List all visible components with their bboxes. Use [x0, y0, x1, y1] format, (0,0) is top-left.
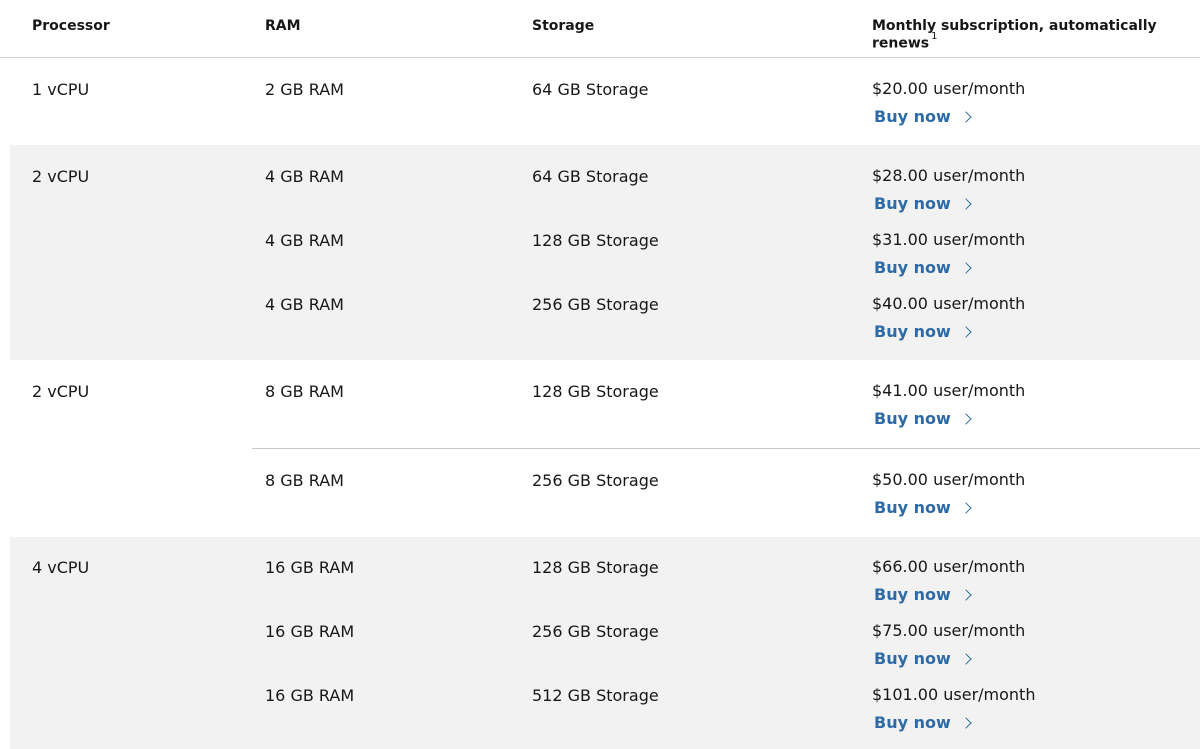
- table-header: [0, 0, 1200, 58]
- storage-cell: 64 GB Storage: [532, 80, 649, 99]
- storage-cell: 128 GB Storage: [532, 558, 659, 577]
- chevron-right-icon: [960, 198, 971, 209]
- storage-cell: 128 GB Storage: [532, 382, 659, 401]
- buy-now-link[interactable]: [874, 649, 970, 668]
- buy-now-label: Buy now: [874, 585, 951, 604]
- chevron-right-icon: [960, 589, 971, 600]
- processor-cell: 4 vCPU: [32, 558, 90, 577]
- buy-now-label: Buy now: [874, 258, 951, 277]
- chevron-right-icon: [960, 653, 971, 664]
- footnote-marker[interactable]: 1: [931, 31, 938, 42]
- price-cell: $41.00 user/month: [872, 381, 1026, 400]
- ram-cell: 2 GB RAM: [265, 80, 344, 99]
- processor-cell: 1 vCPU: [32, 80, 90, 99]
- price-cell: $28.00 user/month: [872, 166, 1026, 185]
- price-cell: $50.00 user/month: [872, 470, 1026, 489]
- buy-now-label: Buy now: [874, 322, 951, 341]
- row-divider: [252, 448, 1200, 449]
- header-price-label: Monthly subscription, automatically renews: [872, 18, 1157, 52]
- ram-cell: 8 GB RAM: [265, 471, 344, 490]
- buy-now-link[interactable]: [874, 194, 970, 213]
- buy-now-link[interactable]: [874, 322, 970, 341]
- header-ram: RAM: [265, 18, 301, 34]
- storage-cell: 256 GB Storage: [532, 295, 659, 314]
- storage-cell: 64 GB Storage: [532, 167, 649, 186]
- ram-cell: 16 GB RAM: [265, 558, 355, 577]
- price-cell: $75.00 user/month: [872, 621, 1026, 640]
- storage-cell: 512 GB Storage: [532, 686, 659, 705]
- processor-cell: 2 vCPU: [32, 382, 90, 401]
- ram-cell: 4 GB RAM: [265, 295, 344, 314]
- storage-cell: 256 GB Storage: [532, 471, 659, 490]
- buy-now-label: Buy now: [874, 107, 951, 126]
- chevron-right-icon: [960, 262, 971, 273]
- chevron-right-icon: [960, 502, 971, 513]
- buy-now-link[interactable]: [874, 107, 970, 126]
- group-1-vcpu: [10, 58, 1200, 145]
- price-cell: $66.00 user/month: [872, 557, 1026, 576]
- chevron-right-icon: [960, 717, 971, 728]
- chevron-right-icon: [960, 111, 971, 122]
- buy-now-link[interactable]: [874, 258, 970, 277]
- buy-now-link[interactable]: [874, 713, 970, 732]
- ram-cell: 4 GB RAM: [265, 167, 344, 186]
- buy-now-label: Buy now: [874, 498, 951, 517]
- chevron-right-icon: [960, 413, 971, 424]
- ram-cell: 16 GB RAM: [265, 686, 355, 705]
- price-cell: $40.00 user/month: [872, 294, 1026, 313]
- buy-now-label: Buy now: [874, 409, 951, 428]
- ram-cell: 16 GB RAM: [265, 622, 355, 641]
- header-storage: Storage: [532, 18, 595, 34]
- group-4-vcpu: [10, 537, 1200, 749]
- ram-cell: 4 GB RAM: [265, 231, 344, 250]
- buy-now-label: Buy now: [874, 713, 951, 732]
- processor-cell: 2 vCPU: [32, 167, 90, 186]
- buy-now-label: Buy now: [874, 194, 951, 213]
- buy-now-link[interactable]: [874, 585, 970, 604]
- buy-now-link[interactable]: [874, 409, 970, 428]
- group-2-vcpu-4gb: [10, 145, 1200, 360]
- ram-cell: 8 GB RAM: [265, 382, 344, 401]
- price-cell: $20.00 user/month: [872, 79, 1026, 98]
- header-price: [872, 18, 1200, 52]
- storage-cell: 256 GB Storage: [532, 622, 659, 641]
- price-cell: $101.00 user/month: [872, 685, 1036, 704]
- group-2-vcpu-8gb: [10, 360, 1200, 537]
- buy-now-label: Buy now: [874, 649, 951, 668]
- buy-now-link[interactable]: [874, 498, 970, 517]
- storage-cell: 128 GB Storage: [532, 231, 659, 250]
- price-cell: $31.00 user/month: [872, 230, 1026, 249]
- header-processor: Processor: [32, 18, 110, 34]
- chevron-right-icon: [960, 326, 971, 337]
